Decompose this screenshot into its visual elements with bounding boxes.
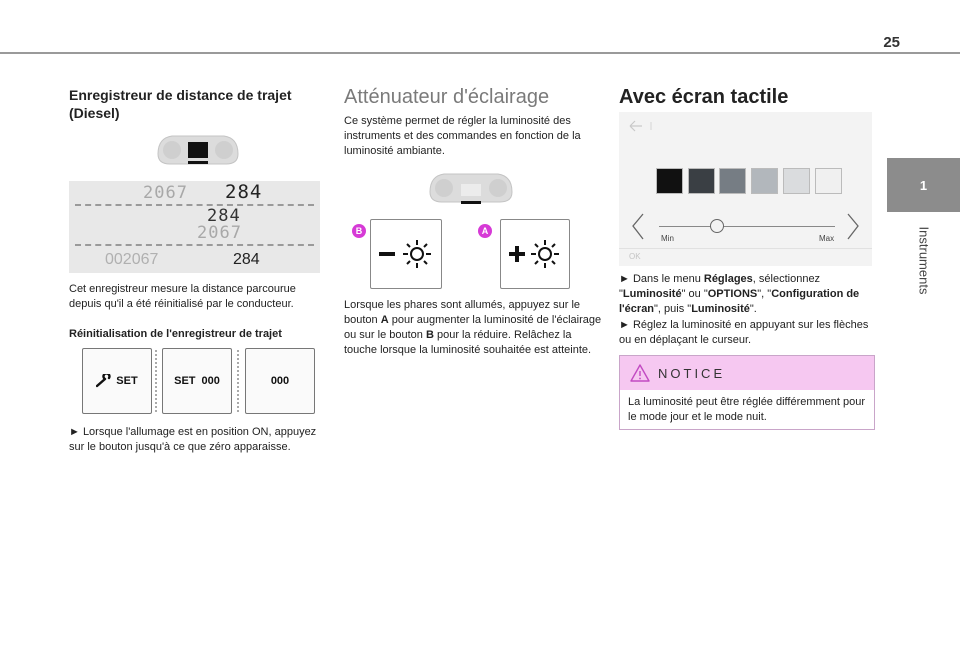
odometer-total-lower: 2067 bbox=[197, 223, 242, 243]
divider bbox=[75, 204, 314, 206]
odometer-total-faded: 2067 bbox=[143, 183, 188, 203]
set-zero-panel bbox=[162, 348, 232, 414]
touchscreen-brightness-screen bbox=[619, 112, 872, 266]
section-title-dimmer: Atténuateur d'éclairage bbox=[344, 86, 550, 108]
arrow-right-icon bbox=[843, 212, 863, 242]
paragraph: Cet enregistreur mesure la distance parcourue depuis qu'il a été réinitialisé par le conducteur. bbox=[69, 283, 296, 310]
zero-label: 000 bbox=[270, 375, 290, 387]
subsection-title-reset: Réinitialisation de l'enregistreur de trajet bbox=[69, 328, 282, 340]
divider bbox=[619, 248, 872, 249]
ok-label: OK bbox=[629, 252, 641, 261]
notice-title: NOTICE bbox=[658, 366, 726, 381]
slider-max-label: Max bbox=[819, 234, 835, 243]
notice-box bbox=[619, 355, 875, 430]
brightness-swatch bbox=[815, 168, 842, 194]
brightness-slider-thumb bbox=[710, 219, 724, 233]
back-arrow-icon bbox=[629, 120, 655, 132]
page-number: 25 bbox=[883, 34, 900, 51]
paragraph: ► Lorsque l'allumage est en position ON, appuyez sur le bouton jusqu'à ce que zéro apparaisse. bbox=[69, 426, 317, 453]
arrow-left-icon bbox=[629, 212, 649, 242]
odometer-trip-digital: 284 bbox=[233, 251, 260, 268]
wrench-icon bbox=[96, 374, 112, 388]
paragraph-dimmer-instructions: Lorsque les phares sont allumés, appuyez sur le bouton A pour augmenter la luminosité de l'éclairage ou sur le bouton B pour la réduire. Relâchez la touche lorsque la luminosité souhaitée est atteinte. bbox=[344, 299, 602, 356]
brightness-swatch bbox=[783, 168, 810, 194]
separator bbox=[237, 350, 239, 412]
marker-b: B bbox=[352, 224, 366, 238]
dim-up-button bbox=[500, 219, 570, 289]
instrument-panel-icon bbox=[156, 132, 240, 170]
paragraph: Ce système permet de régler la luminosité des instruments et des commandes en fonction de la luminosité ambiante. bbox=[344, 115, 581, 157]
set-label: SET bbox=[174, 375, 196, 387]
section-title-trip-recorder: Enregistreur de distance de trajet (Diesel) bbox=[69, 87, 292, 121]
odometer-trip: 284 bbox=[225, 181, 263, 203]
slider-min-label: Min bbox=[661, 234, 674, 243]
divider bbox=[75, 244, 314, 246]
paragraph: ► Réglez la luminosité en appuyant sur les flèches ou en déplaçant le curseur. bbox=[619, 319, 869, 346]
brightness-swatch bbox=[656, 168, 683, 194]
dim-down-button bbox=[370, 219, 442, 289]
zero-panel bbox=[245, 348, 315, 414]
set-label: SET bbox=[116, 375, 138, 387]
notice-text: La luminosité peut être réglée différemment pour le mode jour et le mode nuit. bbox=[628, 396, 866, 423]
notice-header bbox=[620, 356, 874, 390]
odometer-display bbox=[69, 181, 320, 273]
minus-brightness-icon bbox=[371, 220, 441, 288]
section-title-touchscreen: Avec écran tactile bbox=[619, 86, 789, 108]
brightness-swatch bbox=[751, 168, 778, 194]
top-rule bbox=[0, 52, 960, 54]
paragraph-menu-path: ► Dans le menu Réglages, sélectionnez "Luminosité" ou "OPTIONS", "Configuration de l'écran", puis "Luminosité". bbox=[619, 273, 860, 315]
chapter-tab-label bbox=[887, 214, 960, 306]
brightness-swatch bbox=[688, 168, 715, 194]
zero-label: 000 bbox=[201, 375, 220, 387]
chapter-tab-number: 1 bbox=[887, 158, 960, 212]
set-button-panel bbox=[82, 348, 152, 414]
odometer-trip-upper: 284 bbox=[207, 206, 241, 226]
separator bbox=[155, 350, 157, 412]
brightness-swatch bbox=[719, 168, 746, 194]
warning-icon bbox=[629, 363, 651, 383]
odometer-total-digital: 002067 bbox=[105, 251, 159, 268]
plus-brightness-icon bbox=[501, 220, 569, 288]
marker-a: A bbox=[478, 224, 492, 238]
chapter-tab-text: Instruments bbox=[915, 226, 931, 294]
brightness-slider-track bbox=[659, 226, 835, 227]
instrument-panel-icon bbox=[428, 170, 514, 210]
